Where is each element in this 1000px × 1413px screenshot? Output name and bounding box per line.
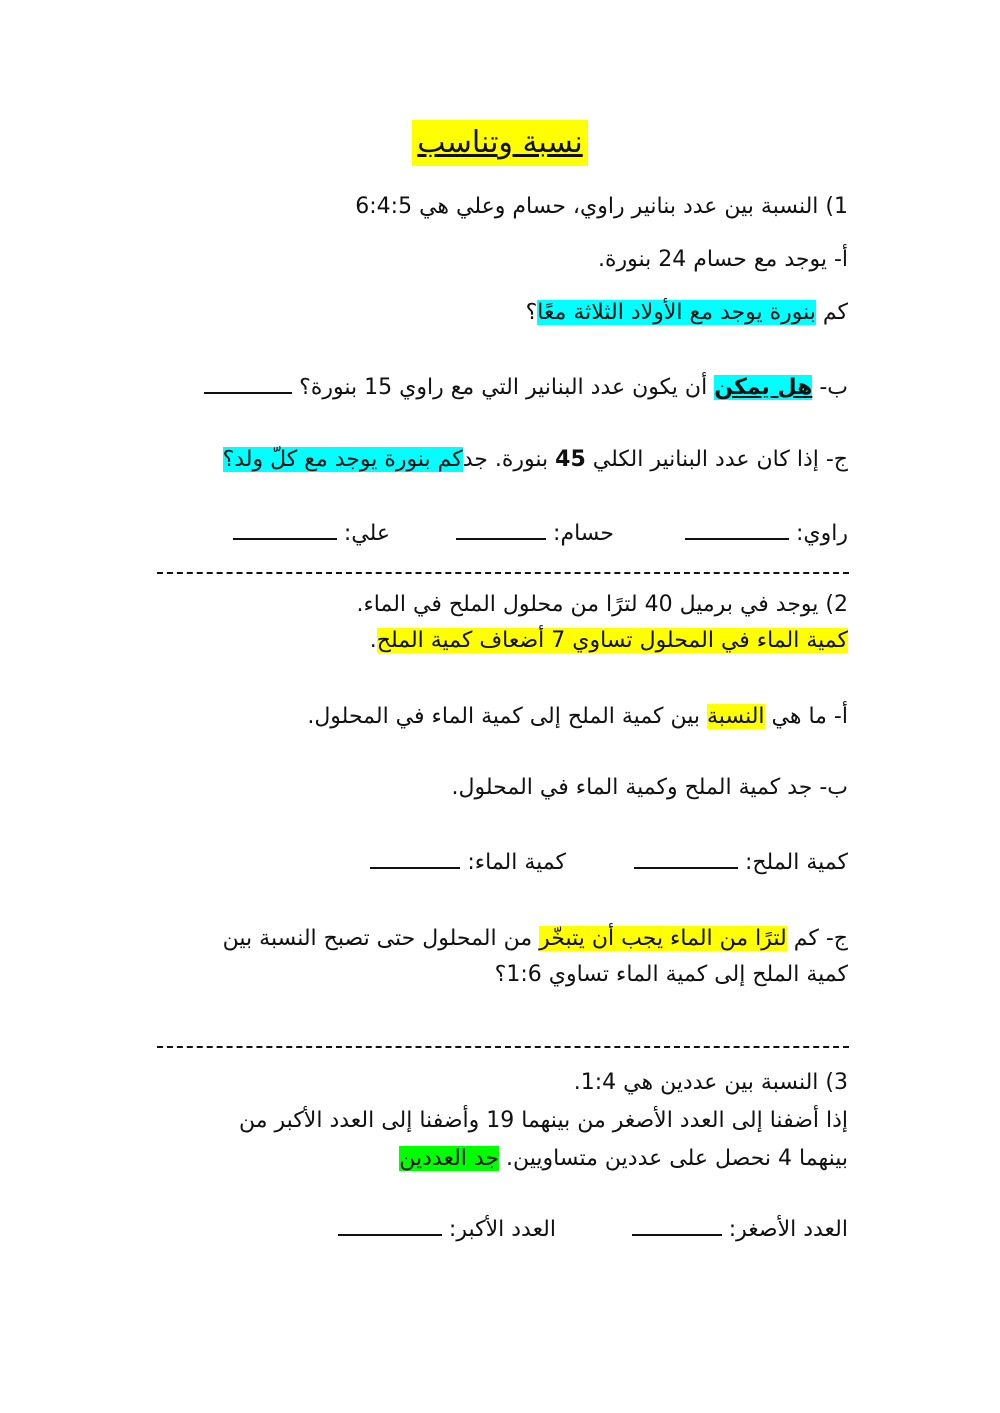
q2-part-a: [307, 700, 848, 734]
q2-line2-highlight: كمية الماء في المحلول تساوي 7 أضعاف كمية الملح: [376, 628, 848, 653]
q1-answer-ali: [233, 516, 390, 551]
answer-blank[interactable]: [204, 370, 292, 394]
q1-c-mid: بنورة. جد: [462, 447, 556, 472]
answer-blank-small[interactable]: [632, 1212, 722, 1236]
q1-statement: 1) النسبة بين عدد بنانير راوي، حسام وعلي هي 6:4:5: [355, 194, 848, 219]
q2-part-c-line2: كمية الملح إلى كمية الماء تساوي 1:6؟: [494, 962, 848, 987]
q2-c-highlight: لترًا من الماء يجب أن يتبخّر: [539, 926, 787, 951]
answer-blank-ali[interactable]: [233, 516, 337, 540]
section-divider: [157, 572, 849, 574]
q2-c-start: ج- كم: [786, 926, 848, 951]
answer-blank-salt[interactable]: [634, 845, 738, 869]
q1-answer-husam: [456, 516, 614, 551]
section-divider: [157, 1046, 849, 1048]
answer-blank-husam[interactable]: [456, 516, 546, 540]
label-ali: علي:: [343, 521, 390, 546]
q2-answer-water: [370, 845, 566, 880]
q2-a-highlight: النسبة: [707, 704, 765, 729]
q2-a-start: أ- ما هي: [764, 704, 848, 729]
q3-line3-start: بينهما 4 نحصل على عددين متساويين.: [499, 1146, 848, 1171]
q1-part-c: [223, 443, 848, 477]
q1-b-bold: هل يمكن: [714, 375, 813, 400]
q2-part-b: ب- جد كمية الملح وكمية الماء في المحلول.: [451, 775, 848, 800]
q1-c-num: 45: [555, 447, 586, 472]
label-rawi: راوي:: [796, 521, 848, 546]
worksheet-title: نسبة وتناسب: [412, 120, 588, 166]
q1-c-highlight: كم بنورة يوجد مع كلّ ولد: [234, 447, 463, 472]
answer-blank-rawi[interactable]: [685, 516, 789, 540]
q1-c-end: ؟: [222, 447, 235, 472]
q3-statement-line2: إذا أضفنا إلى العدد الأصغر من بينهما 19 وأضفنا إلى العدد الأكبر من: [239, 1108, 848, 1133]
q3-statement: 3) النسبة بين عددين هي 1:4.: [573, 1070, 848, 1095]
label-big: العدد الأكبر:: [448, 1217, 556, 1242]
q1-b-rest: أن يكون عدد البنانير التي مع راوي 15 بنورة؟: [292, 375, 715, 400]
label-husam: حسام:: [553, 521, 614, 546]
label-water: كمية الماء:: [467, 850, 566, 875]
q1-part-a-question: [526, 296, 848, 330]
q2-line2-end: .: [369, 628, 377, 653]
q1-c-prefix: ج- إذا كان عدد البنانير الكلي: [585, 447, 848, 472]
answer-blank-big[interactable]: [338, 1212, 442, 1236]
q1-a-q-start: كم: [815, 300, 848, 325]
q1-part-b: [204, 370, 848, 405]
q2-part-c: [223, 922, 848, 956]
q3-line3-highlight: جد العددين: [399, 1146, 500, 1171]
answer-blank-water[interactable]: [370, 845, 460, 869]
q1-b-prefix: ب-: [812, 375, 848, 400]
q3-answer-small: [632, 1212, 848, 1247]
q1-a-q-end: ؟: [525, 300, 538, 325]
q2-a-end: بين كمية الملح إلى كمية الماء في المحلول.: [307, 704, 708, 729]
q2-answer-salt: [634, 845, 848, 880]
q2-c-end: من المحلول حتى تصبح النسبة بين: [222, 926, 540, 951]
q1-a-q-highlight: بنورة يوجد مع الأولاد الثلاثة معًا: [537, 300, 816, 325]
q3-answer-big: [338, 1212, 556, 1247]
q2-statement: 2) يوجد في برميل 40 لترًا من محلول الملح في الماء.: [356, 592, 848, 617]
q1-part-a: أ- يوجد مع حسام 24 بنورة.: [598, 247, 848, 272]
label-small: العدد الأصغر:: [728, 1217, 848, 1242]
q2-statement-line2: [370, 624, 848, 658]
q3-statement-line3: [399, 1142, 848, 1176]
label-salt: كمية الملح:: [744, 850, 848, 875]
q1-answer-rawi: [685, 516, 848, 551]
